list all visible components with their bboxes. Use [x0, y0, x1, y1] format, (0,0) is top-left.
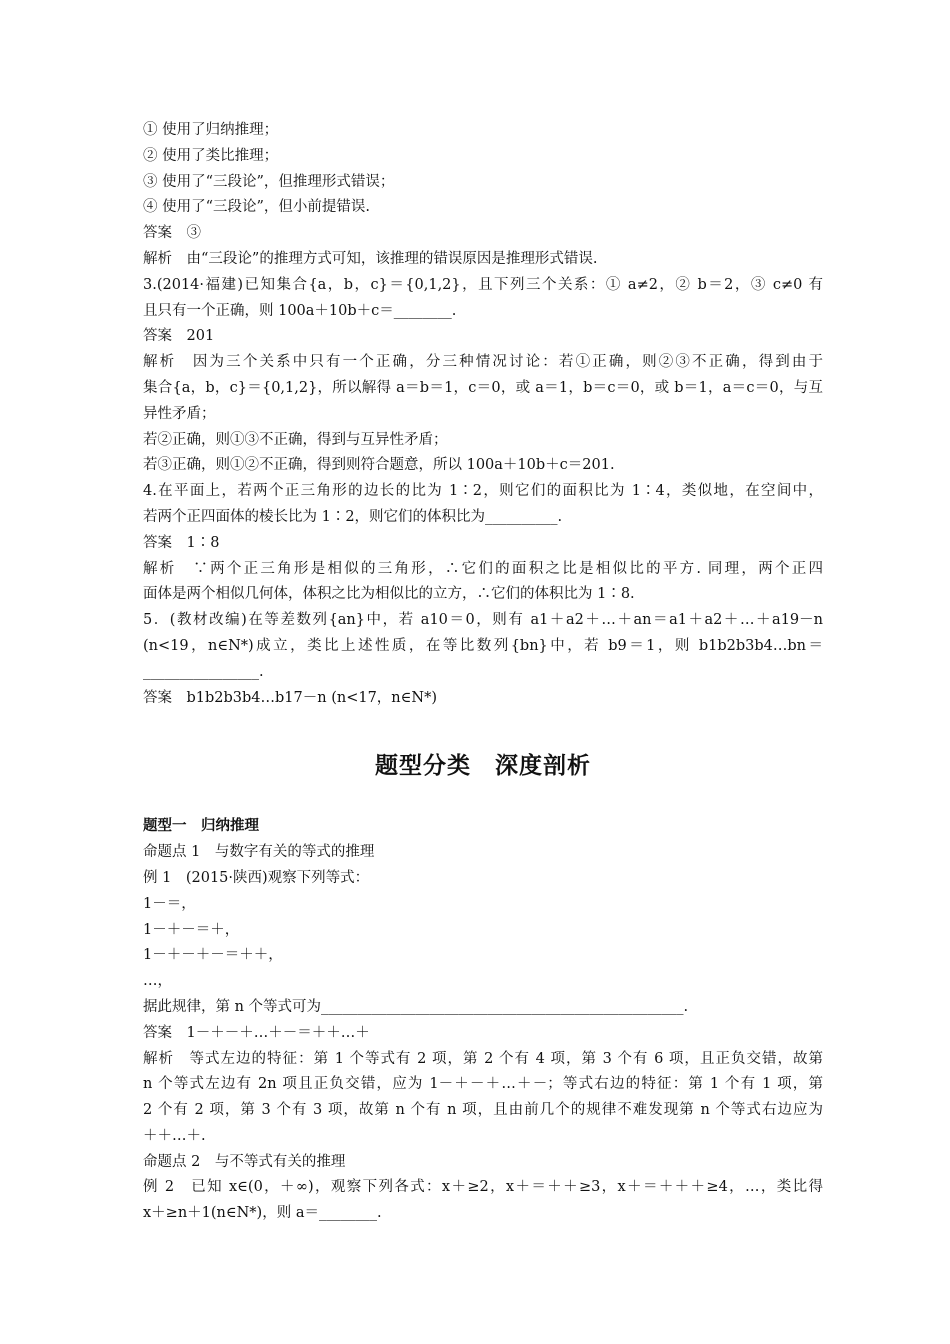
subheading: 题型一 归纳推理 — [143, 818, 259, 835]
document-page — [143, 118, 823, 1227]
answer-line: 答案 ③ — [143, 225, 201, 242]
text-line: ③ 使用了“三段论”，但推理形式错误； — [143, 173, 395, 190]
answer-line: 答案 b1b2b3b4…b17－n (n<17，n∈N*) — [143, 689, 437, 706]
analysis-line: 解析 ∵两个正三角形是相似的三角形，∴它们的面积之比是相似比的平方. 同理，两个正四 — [143, 560, 823, 577]
text-line: ① 使用了归纳推理； — [143, 122, 279, 138]
question-line: 5．(教材改编)在等差数列{an}中，若 a10＝0，则有 a1＋a2＋…＋an＝a1＋a2＋…＋a19－n — [143, 612, 823, 629]
equation-line: 1－＋－＋－＝＋＋， — [143, 947, 283, 964]
section-heading: 题型分类 深度剖析 — [375, 753, 591, 780]
question-line: 据此规律，第 n 个等式可为__________________________________________________. — [143, 998, 689, 1015]
question-line: 3.(2014·福建)已知集合{a，b，c}＝{0,1,2}，且下列三个关系：① a≠2，② b＝2，③ c≠0 有 — [143, 276, 823, 293]
analysis-line: 2 个有 2 项，第 3 个有 3 项，故第 n 个有 n 项，且由前几个的规律不难发现第 n 个等式右边应为 — [143, 1102, 823, 1119]
analysis-line: ＋＋…＋. — [143, 1127, 206, 1144]
analysis-line: 解析 等式左边的特征：第 1 个等式有 2 项，第 2 个有 4 项，第 3 个有 6 项，且正负交错，故第 — [143, 1050, 823, 1067]
equation-line: 1－＋－＝＋， — [143, 921, 240, 938]
question-line: 且只有一个正确，则 100a＋10b＋c＝________. — [143, 302, 457, 319]
analysis-line: 若②正确，则①③不正确，得到与互异性矛盾； — [143, 431, 448, 448]
analysis-line: 解析 由“三段论”的推理方式可知，该推理的错误原因是推理形式错误. — [143, 250, 598, 267]
question-line: 若两个正四面体的棱长比为 1∶2，则它们的体积比为__________. — [143, 508, 563, 525]
analysis-line: 面体是两个相似几何体，体积之比为相似比的立方，∴它们的体积比为 1∶8. — [143, 586, 635, 603]
equation-line: 1－＝， — [143, 895, 196, 912]
analysis-line: n 个等式左边有 2n 项且正负交错，应为 1－＋－＋…＋－；等式右边的特征：第 1 个有 1 项，第 — [143, 1076, 823, 1093]
text-line: ④ 使用了“三段论”，但小前提错误. — [143, 199, 371, 216]
analysis-line: 集合{a，b，c}＝{0,1,2}，所以解得 a＝b＝1，c＝0，或 a＝1，b＝c＝0，或 b＝1，a＝c＝0，与互 — [143, 379, 823, 396]
text-line: 命题点 1 与数字有关的等式的推理 — [143, 844, 375, 861]
question-line: ________________. — [143, 663, 264, 680]
analysis-line: 若③正确，则①②不正确，得到则符合题意，所以 100a＋10b＋c＝201. — [143, 457, 615, 474]
equation-line: …， — [143, 973, 172, 990]
content-bottom — [143, 840, 823, 1227]
text-line: 命题点 2 与不等式有关的推理 — [143, 1153, 346, 1170]
question-line: 4.在平面上，若两个正三角形的边长的比为 1∶2，则它们的面积比为 1∶4，类似地，在空间中， — [143, 483, 823, 500]
question-line: 例 2 已知 x∈(0，＋∞)，观察下列各式：x＋≥2，x＋＝＋＋≥3，x＋＝＋＋＋≥4，…，类比得 — [143, 1179, 823, 1196]
answer-line: 答案 201 — [143, 328, 215, 345]
question-line: (n<19，n∈N*)成立，类比上述性质，在等比数列{bn}中，若 b9＝1，则 b1b2b3b4…bn＝ — [143, 637, 823, 654]
analysis-line: 解析 因为三个关系中只有一个正确，分三种情况讨论：若①正确，则②③不正确，得到由于 — [143, 354, 823, 371]
text-line: ② 使用了类比推理； — [143, 147, 279, 164]
content-top — [143, 118, 823, 711]
text-line: 例 1 (2015·陕西)观察下列等式： — [143, 869, 370, 886]
answer-line: 答案 1－＋－＋…＋－＝＋＋…＋ — [143, 1024, 370, 1041]
analysis-line: 异性矛盾； — [143, 405, 216, 422]
question-line: x＋≥n＋1(n∈N*)，则 a＝________. — [143, 1205, 382, 1222]
answer-line: 答案 1∶8 — [143, 534, 220, 551]
